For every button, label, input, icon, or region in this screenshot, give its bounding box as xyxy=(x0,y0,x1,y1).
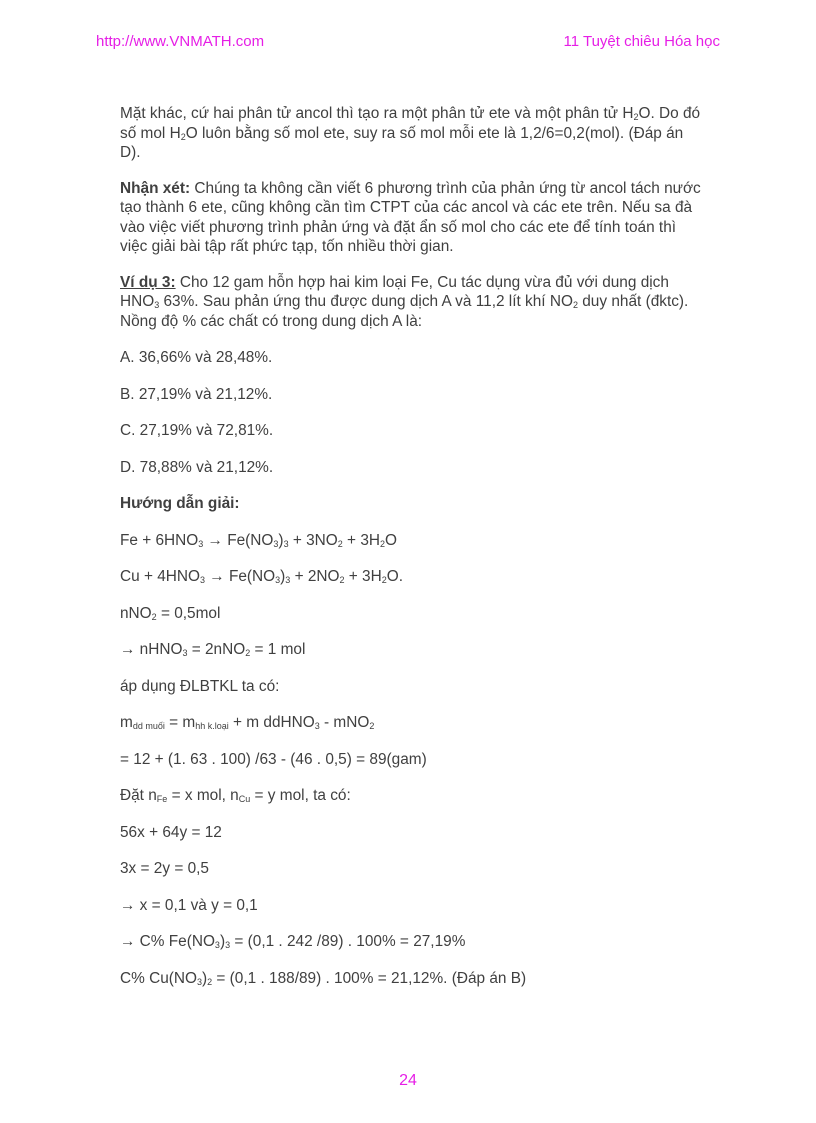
equation-fe: $Fe + 6HNO_3 \to Fe(NO_3)_3 + 3NO_2 + 3H_2O$ xyxy=(120,531,397,549)
line-set-variables: Đặt $n_{Fe} = x$ mol, $n_{Cu} = y$ mol, ta có: xyxy=(120,787,351,804)
equation-cu: $Cu + 4HNO_3 \to Fe(NO_3)_3 + 2NO_2 + 3H_2O$. xyxy=(120,568,403,585)
header-url: http://www.VNMATH.com xyxy=(96,33,265,50)
line-mass-balance: $m_{dd muối} = m_{hh k.loại} + m$ ddHNO$_3$ - mNO$_2$ xyxy=(120,714,375,731)
paragraph-example: Ví dụ 3: Cho 12 gam hỗn hợp hai kim loại Fe, Cu tác dụng vừa đủ với dung dịch $HNO_3$ 63%. Sau phản ứng thu được dung dịch A và 11,2 lít khí $NO_2$ duy nhất (đktc). Nồng độ % các chất có trong dung dịch A là: xyxy=(120,273,689,330)
line-nno2: nNO$_2$ = 0,5mol xyxy=(120,604,221,622)
page-content xyxy=(120,104,705,988)
line-percent-cu: C% $Cu(NO_3)_2 = (0,1$ . 188/89) . 100% = 21,12%. (Đáp án B) xyxy=(120,969,527,987)
option-d: D. 78,88% và 21,12%. xyxy=(120,458,274,476)
example-label: Ví dụ 3: xyxy=(120,273,176,291)
guide-title: Hướng dẫn giải: xyxy=(120,495,240,512)
line-percent-fe: → C% $Fe(NO_3)_3 = (0,1$ . 242 /89) . 100% = 27,19% xyxy=(120,933,466,950)
line-apply-law: áp dụng ĐLBTKL ta có: xyxy=(120,677,280,695)
header-book-title: 11 Tuyệt chiêu Hóa học xyxy=(563,33,720,50)
page-number: 24 xyxy=(399,1072,417,1089)
line-nhno3: → nHNO$_3$ = 2nNO$_2$ = 1 mol xyxy=(120,641,306,658)
line-equation-1: 56x + 64y = 12 xyxy=(120,823,222,841)
line-solution: → x = 0,1 và y = 0,1 xyxy=(120,896,258,914)
note-label: Nhận xét: xyxy=(120,179,191,197)
option-b: B. 27,19% và 21,12%. xyxy=(120,385,273,403)
paragraph-ancol-ete: Mặt khác, cứ hai phân tử ancol thì tạo ra một phân tử ete và một phân tử $H_2O$. Do đó số mol $H_2O$ luôn bằng số mol ete, suy ra số mol mỗi ete là 1,2/6=0,2(mol). (Đáp án D). xyxy=(120,105,701,161)
line-mass-value: = 12 + (1. 63 . 100) /63 - (46 . 0,5) = 89(gam) xyxy=(120,750,427,768)
line-equation-2: 3x = 2y = 0,5 xyxy=(120,860,209,877)
option-a: A. 36,66% và 28,48%. xyxy=(120,349,273,366)
paragraph-note: Nhận xét: Chúng ta không cần viết 6 phương trình của phản ứng từ ancol tách nước tạo thành 6 ete, cũng không cần tìm CTPT của các ancol và các ete trên. Nếu sa đà vào việc viết phương trình phản ứng và đặt ẩn số mol cho các ete để tính toán thì việc giải bài tập rất phức tạp, tốn nhiều thời gian. xyxy=(120,179,701,255)
option-c: C. 27,19% và 72,81%. xyxy=(120,422,274,439)
